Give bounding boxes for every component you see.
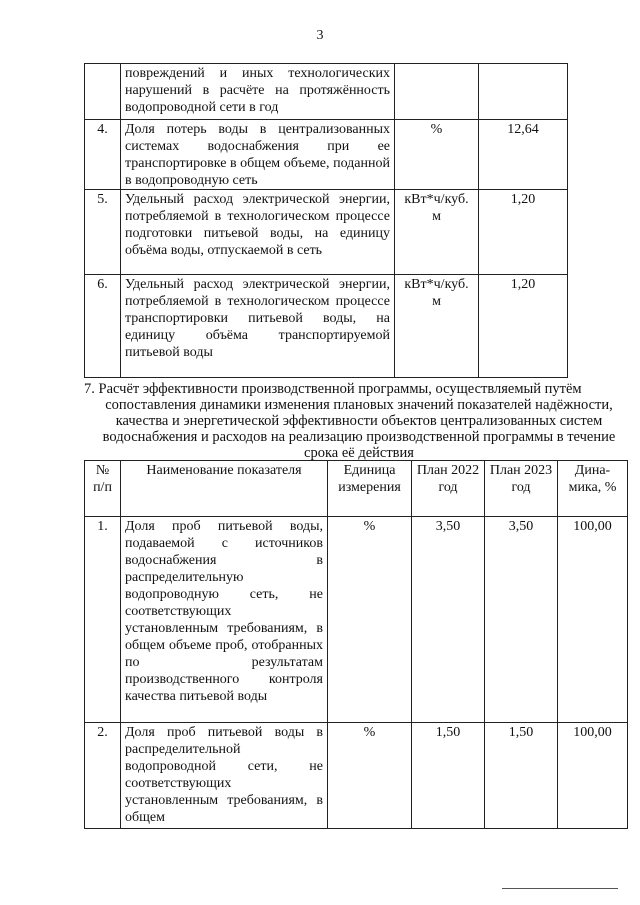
unit-of-measure: %	[395, 120, 479, 190]
table-row	[85, 120, 568, 190]
row-number: 1.	[85, 517, 121, 723]
unit-of-measure: %	[328, 517, 412, 723]
table-header-row	[85, 461, 628, 517]
indicator-name: Доля потерь воды в централизованных системах водоснабжения при ее транспортировке в общем объеме, поданной в водопроводную сеть	[121, 120, 395, 190]
indicator-value	[479, 64, 568, 120]
plan-2023-value: 1,50	[485, 723, 558, 829]
section-7-heading	[84, 381, 634, 461]
indicator-name: Удельный расход электрической энергии, потребляемой в технологическом процессе подготовки питьевой воды, на единицу объёма воды, отпускаемой в сеть	[121, 190, 395, 275]
row-number	[85, 64, 121, 120]
table-row	[85, 190, 568, 275]
indicators-table-continued	[84, 63, 568, 378]
indicator-value: 12,64	[479, 120, 568, 190]
row-number: 4.	[85, 120, 121, 190]
unit-of-measure	[395, 64, 479, 120]
efficiency-table	[84, 460, 628, 829]
table-row	[85, 275, 568, 378]
indicator-name: Удельный расход электрической энергии, потребляемой в технологическом процессе транспортировки питьевой воды, на единицу объёма транспортируемой питьевой воды	[121, 275, 395, 378]
dynamics-value: 100,00	[558, 723, 628, 829]
table-row	[85, 723, 628, 829]
header-plan-2023: План 2023 год	[485, 461, 558, 517]
indicator-name: повреждений и иных технологических нарушений в расчёте на протяжённость водопроводной сети в год	[121, 64, 395, 120]
header-indicator-name: Наименование показателя	[121, 461, 328, 517]
unit-of-measure: кВт*ч/куб. м	[395, 190, 479, 275]
indicator-name: Доля проб питьевой воды, подаваемой с источников водоснабжения в распределительную водопроводную сеть, не соответствующих установленным требованиям, в общем объеме проб, отобранных по результатам производственного контроля качества питьевой воды	[121, 517, 328, 723]
unit-of-measure: %	[328, 723, 412, 829]
unit-of-measure: кВт*ч/куб. м	[395, 275, 479, 378]
section-7-heading-rest: сопоставления динамики изменения плановых значений показателей надёжности, качества и энергетической эффективности объектов централизованных систем водоснабжения и расходов на реализацию производственной программы в течение срока её действия	[102, 397, 616, 461]
indicator-name: Доля проб питьевой воды в распределительной водопроводной сети, не соответствующих установленным требованиям, в общем	[121, 723, 328, 829]
table-row	[85, 64, 568, 120]
header-dynamics: Дина-мика, %	[558, 461, 628, 517]
header-unit: Единица измерения	[328, 461, 412, 517]
page-number: 3	[316, 28, 324, 43]
plan-2022-value: 3,50	[412, 517, 485, 723]
plan-2023-value: 3,50	[485, 517, 558, 723]
section-7-heading-line1: 7. Расчёт эффективности производственной программы, осуществляемый путём	[84, 381, 582, 397]
indicator-value: 1,20	[479, 275, 568, 378]
plan-2022-value: 1,50	[412, 723, 485, 829]
row-number: 6.	[85, 275, 121, 378]
header-plan-2022: План 2022 год	[412, 461, 485, 517]
row-number: 5.	[85, 190, 121, 275]
dynamics-value: 100,00	[558, 517, 628, 723]
row-number: 2.	[85, 723, 121, 829]
table-row	[85, 517, 628, 723]
footer-rule	[502, 888, 618, 889]
indicator-value: 1,20	[479, 190, 568, 275]
header-number: № п/п	[85, 461, 121, 517]
